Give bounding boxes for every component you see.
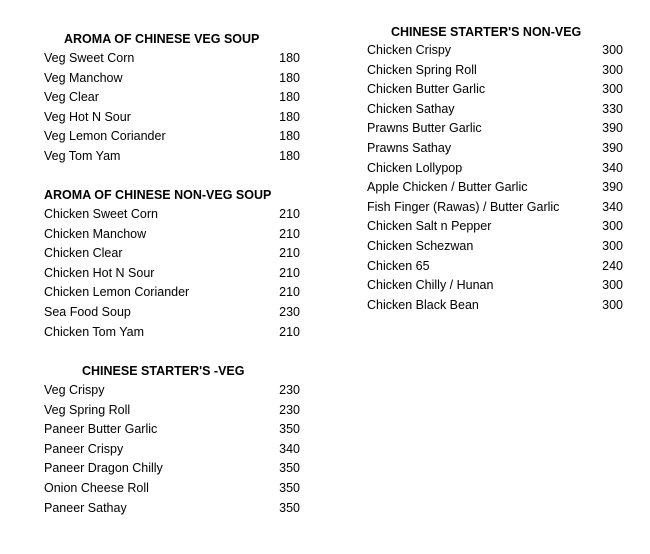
menu-item-name: Chicken Schezwan bbox=[367, 238, 474, 253]
menu-item-name: Prawns Sathay bbox=[367, 140, 452, 155]
menu-item-price: 180 bbox=[279, 129, 300, 144]
menu-item-name: Chicken Salt n Pepper bbox=[367, 219, 492, 234]
menu-item bbox=[44, 283, 300, 303]
menu-item-name: Chicken Spring Roll bbox=[367, 62, 477, 77]
menu-item bbox=[44, 147, 300, 167]
menu-item-price: 210 bbox=[279, 285, 300, 300]
menu-item-price: 350 bbox=[279, 461, 300, 476]
menu-item-price: 390 bbox=[602, 180, 623, 195]
menu-item-name: Veg Hot N Sour bbox=[44, 109, 131, 124]
menu-item bbox=[44, 244, 300, 264]
menu-item bbox=[44, 225, 300, 245]
menu-item-name: Chicken Clear bbox=[44, 246, 123, 261]
menu-item-price: 300 bbox=[602, 278, 623, 293]
menu-item-name: Veg Lemon Coriander bbox=[44, 129, 166, 144]
menu-item-price: 180 bbox=[279, 70, 300, 85]
menu-item bbox=[44, 499, 300, 519]
menu-item bbox=[44, 420, 300, 440]
menu-item-name: Chicken Black Bean bbox=[367, 297, 479, 312]
menu-item bbox=[44, 479, 300, 499]
menu-item-price: 230 bbox=[279, 402, 300, 417]
menu-item bbox=[367, 198, 623, 218]
menu-item-price: 180 bbox=[279, 90, 300, 105]
menu-item-name: Sea Food Soup bbox=[44, 304, 131, 319]
menu-item-price: 300 bbox=[602, 43, 623, 57]
menu-item bbox=[44, 323, 300, 343]
menu-item-name: Chicken Lemon Coriander bbox=[44, 285, 190, 300]
menu-item-name: Apple Chicken / Butter Garlic bbox=[367, 180, 528, 195]
menu-item-price: 210 bbox=[279, 246, 300, 261]
menu-item-price: 300 bbox=[602, 297, 623, 312]
menu-item bbox=[44, 264, 300, 284]
menu-item bbox=[367, 100, 623, 120]
section-nonveg-soup bbox=[44, 187, 300, 342]
menu-item-price: 350 bbox=[279, 500, 300, 515]
menu-item-price: 210 bbox=[279, 207, 300, 221]
menu-item-price: 230 bbox=[279, 383, 300, 397]
menu-item-name: Chicken 65 bbox=[367, 258, 430, 273]
menu-list bbox=[44, 49, 300, 167]
menu-item-price: 300 bbox=[602, 238, 623, 253]
menu-item bbox=[367, 178, 623, 198]
menu-item-price: 230 bbox=[279, 304, 300, 319]
menu-item-price: 240 bbox=[602, 258, 623, 273]
menu-item-price: 300 bbox=[602, 62, 623, 77]
menu-item-name: Paneer Crispy bbox=[44, 441, 124, 456]
menu-item bbox=[44, 49, 300, 69]
section-title: CHINESE STARTER'S NON-VEG bbox=[391, 25, 582, 39]
menu-item-price: 210 bbox=[279, 226, 300, 241]
menu-item bbox=[367, 41, 623, 61]
section-starter-veg bbox=[44, 363, 300, 518]
menu-item bbox=[367, 119, 623, 139]
menu-item-price: 390 bbox=[602, 121, 623, 136]
menu-item-price: 330 bbox=[602, 101, 623, 116]
menu-item-name: Prawns Butter Garlic bbox=[367, 121, 482, 136]
menu-item bbox=[44, 440, 300, 460]
menu-item-name: Chicken Crispy bbox=[367, 43, 452, 57]
menu-item-name: Veg Crispy bbox=[44, 383, 105, 397]
menu-item-name: Chicken Manchow bbox=[44, 226, 147, 241]
menu-item bbox=[44, 127, 300, 147]
menu-item bbox=[44, 69, 300, 89]
menu-item-name: Chicken Butter Garlic bbox=[367, 82, 486, 97]
menu-item-name: Fish Finger (Rawas) / Butter Garlic bbox=[367, 199, 560, 214]
menu-item-name: Paneer Dragon Chilly bbox=[44, 461, 163, 476]
menu-item-name: Chicken Sweet Corn bbox=[44, 207, 158, 221]
menu-item-name: Paneer Sathay bbox=[44, 500, 127, 515]
section-starter-nonveg bbox=[367, 24, 623, 315]
menu-item-price: 180 bbox=[279, 148, 300, 163]
menu-item-name: Chicken Sathay bbox=[367, 101, 455, 116]
menu-item-price: 180 bbox=[279, 51, 300, 65]
menu-item-name: Veg Sweet Corn bbox=[44, 51, 135, 65]
menu-item bbox=[367, 61, 623, 81]
menu-item bbox=[44, 459, 300, 479]
menu-item-name: Veg Clear bbox=[44, 90, 99, 105]
menu-item-price: 350 bbox=[279, 422, 300, 437]
menu-item-name: Chicken Hot N Sour bbox=[44, 265, 155, 280]
menu-list bbox=[44, 381, 300, 518]
menu-list bbox=[44, 205, 300, 342]
menu-list bbox=[367, 41, 623, 315]
menu-item-name: Veg Spring Roll bbox=[44, 402, 131, 417]
menu-item-price: 340 bbox=[602, 199, 623, 214]
menu-item-name: Veg Manchow bbox=[44, 70, 123, 85]
menu-item bbox=[367, 257, 623, 277]
menu-item-price: 180 bbox=[279, 109, 300, 124]
menu-item-name: Onion Cheese Roll bbox=[44, 480, 149, 495]
menu-item bbox=[44, 205, 300, 225]
menu-item bbox=[367, 296, 623, 316]
menu-item bbox=[367, 237, 623, 257]
menu-item bbox=[367, 80, 623, 100]
menu-item-price: 210 bbox=[279, 324, 300, 339]
section-veg-soup bbox=[44, 31, 300, 167]
menu-item-price: 340 bbox=[279, 441, 300, 456]
section-title: CHINESE STARTER'S -VEG bbox=[82, 364, 245, 378]
menu-item-name: Paneer Butter Garlic bbox=[44, 422, 158, 437]
menu-item-name: Chicken Tom Yam bbox=[44, 324, 145, 339]
menu-item bbox=[44, 108, 300, 128]
menu-item-price: 300 bbox=[602, 219, 623, 234]
section-title: AROMA OF CHINESE NON-VEG SOUP bbox=[44, 188, 272, 202]
menu-item-name: Veg Tom Yam bbox=[44, 148, 121, 163]
menu-item-price: 340 bbox=[602, 160, 623, 175]
menu-item-name: Chicken Chilly / Hunan bbox=[367, 278, 494, 293]
menu-item bbox=[44, 381, 300, 401]
menu-item bbox=[367, 276, 623, 296]
menu-item bbox=[367, 139, 623, 159]
menu-item bbox=[44, 401, 300, 421]
menu-item-price: 210 bbox=[279, 265, 300, 280]
menu-item-price: 350 bbox=[279, 480, 300, 495]
section-title: AROMA OF CHINESE VEG SOUP bbox=[64, 32, 260, 46]
menu-item-name: Chicken Lollypop bbox=[367, 160, 463, 175]
menu-item bbox=[367, 159, 623, 179]
menu-item-price: 300 bbox=[602, 82, 623, 97]
menu-item bbox=[367, 217, 623, 237]
menu-item-price: 390 bbox=[602, 140, 623, 155]
menu-item bbox=[44, 88, 300, 108]
menu-item bbox=[44, 303, 300, 323]
